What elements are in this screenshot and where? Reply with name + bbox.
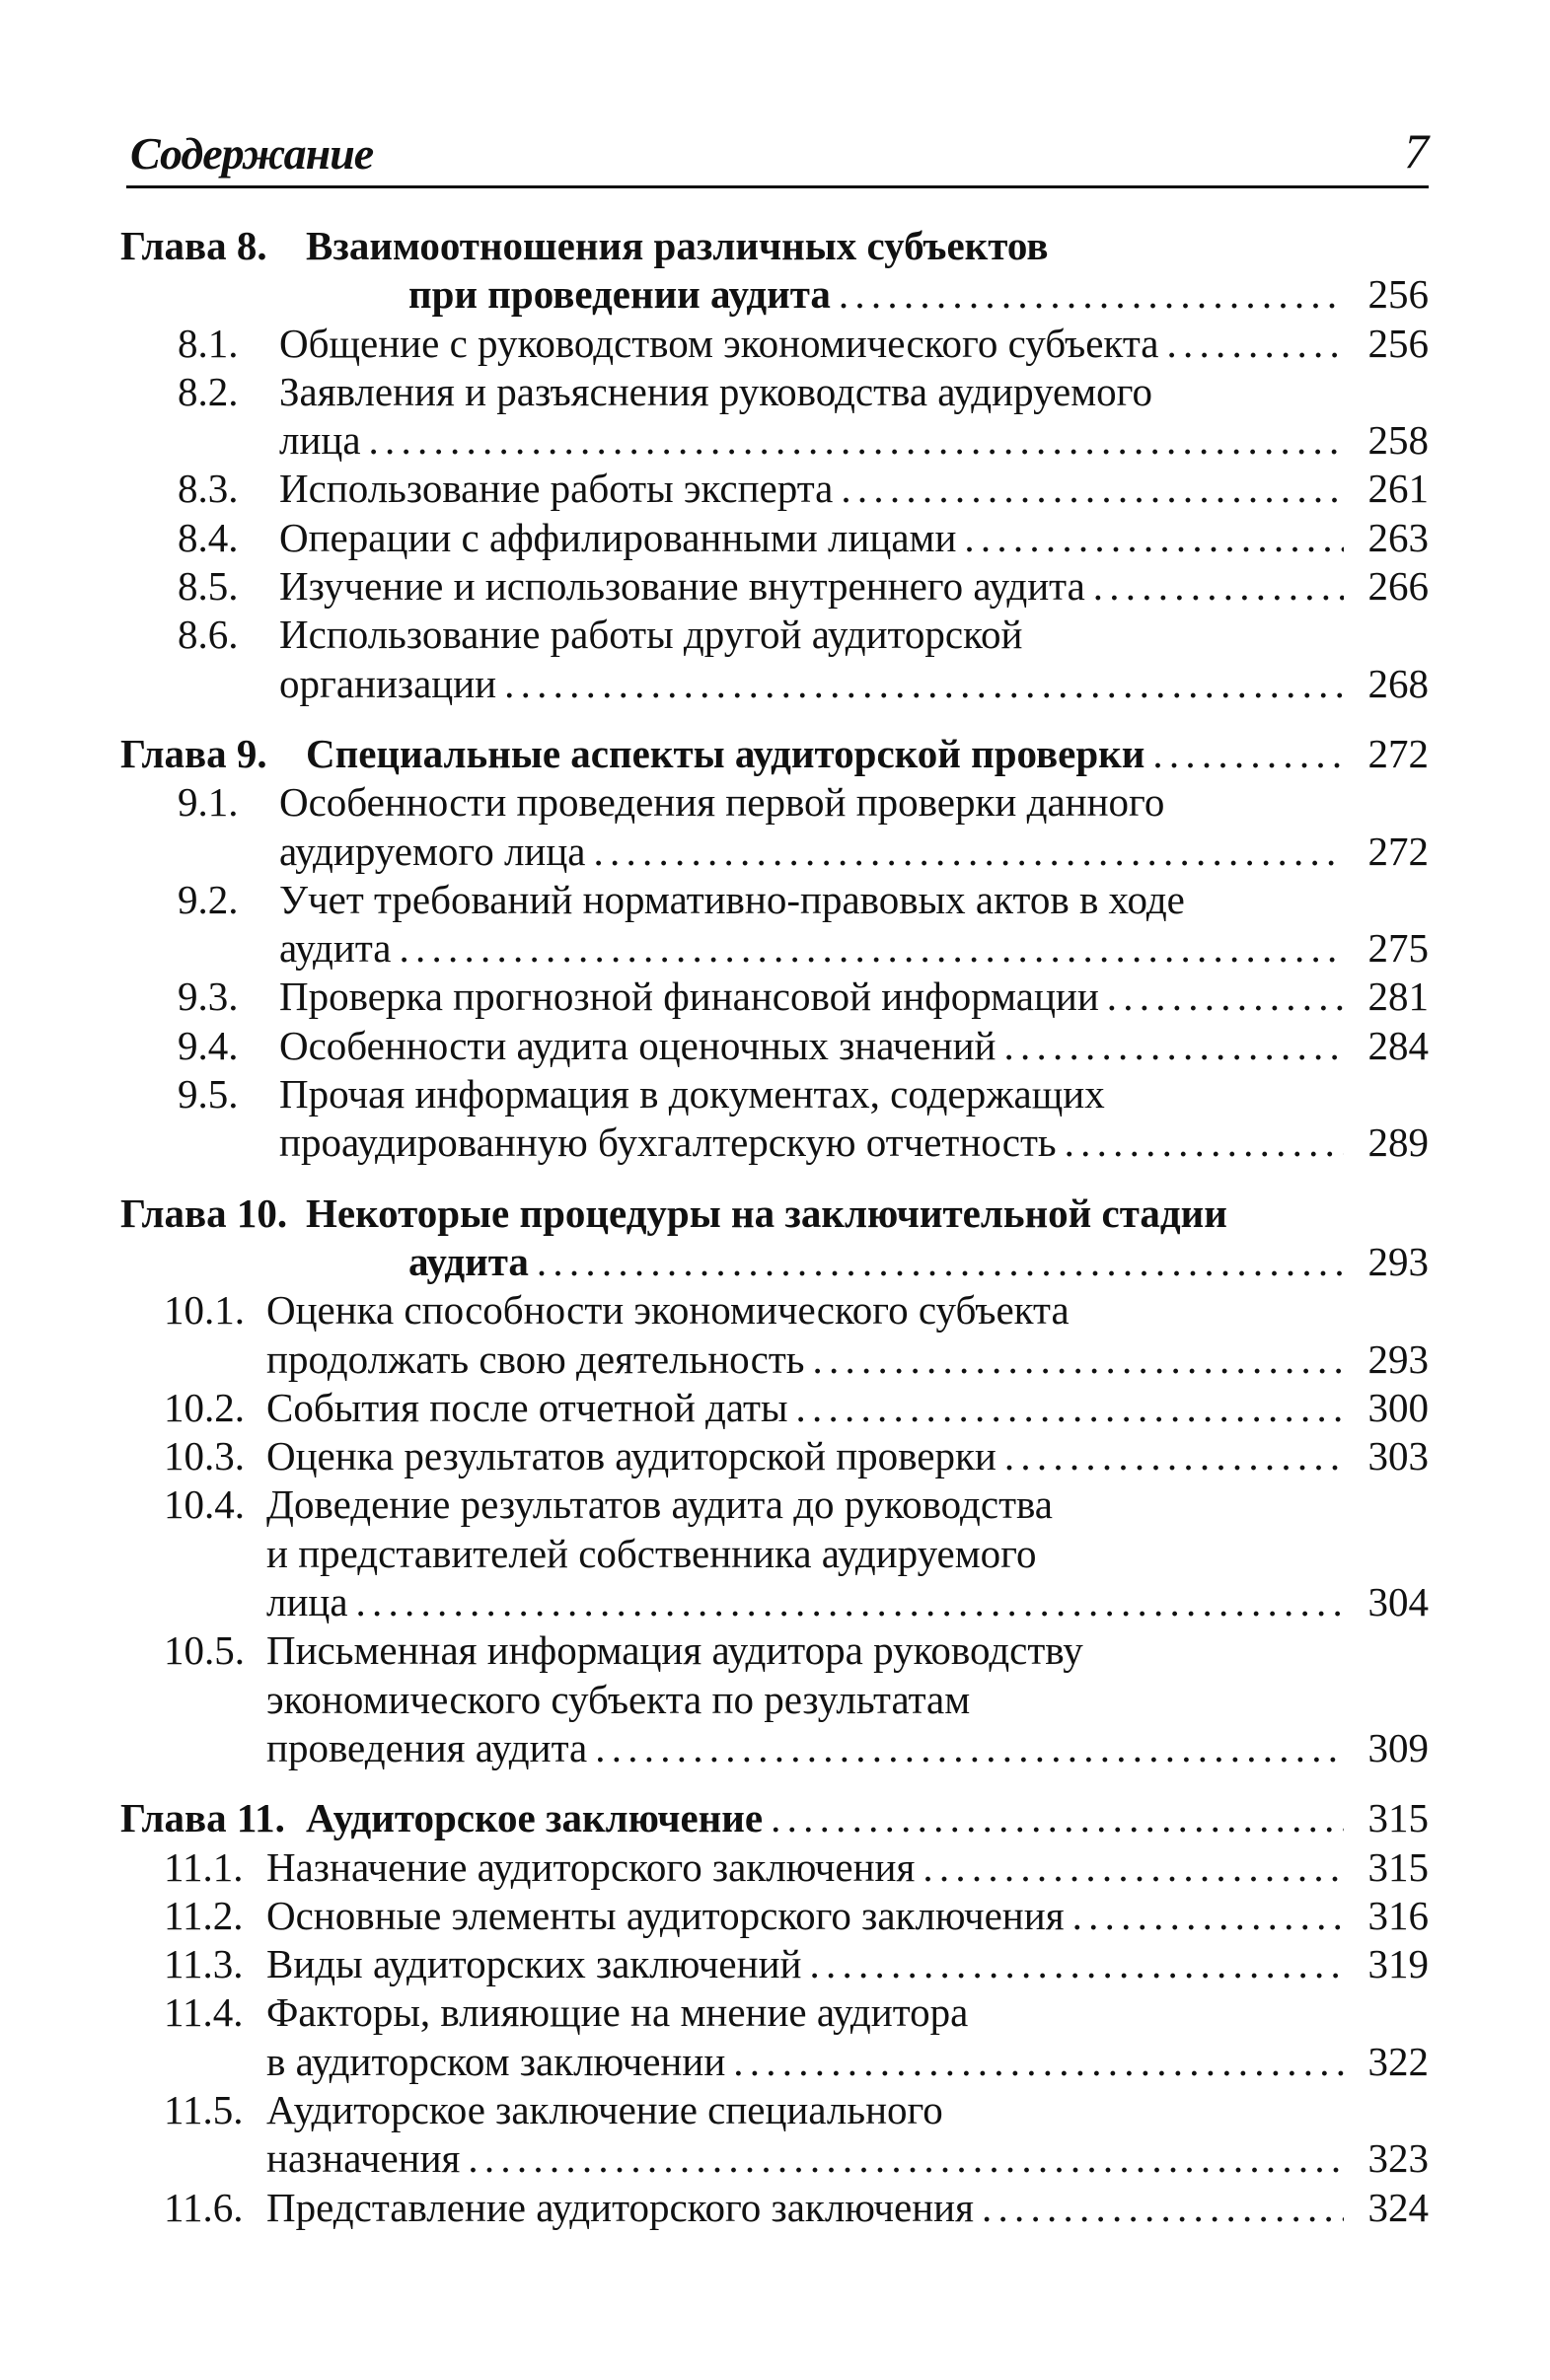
dot-leader (1003, 1022, 1344, 1070)
section-page: 258 (1367, 417, 1429, 464)
dot-leader (356, 1578, 1344, 1626)
section-text: Особенности аудита оценочных значений (279, 1022, 996, 1068)
section-line (266, 1843, 1429, 1892)
section-row (116, 1626, 1429, 1675)
section-number: 8.5. (178, 563, 239, 610)
section-number: 11.4. (164, 1989, 244, 2036)
section-line (266, 1432, 1429, 1480)
chapter-title-line (306, 730, 1429, 778)
section-text: Использование работы эксперта (279, 466, 834, 512)
section-text: Проверка прогнозной финансовой информации (279, 974, 1099, 1020)
section-page: 266 (1367, 563, 1429, 610)
section-line (279, 562, 1429, 611)
dot-leader (1107, 973, 1344, 1021)
section-title-text: Заявления и разъяснения руководства аудируемого (279, 368, 1152, 414)
section-row (116, 1384, 1429, 1432)
dot-leader (982, 2184, 1344, 2232)
chapter-title-page: 256 (1367, 271, 1429, 318)
section-text: лица (279, 417, 361, 464)
section-number: 8.4. (178, 514, 239, 560)
section-number: 11.2. (164, 1892, 244, 1938)
section-line (266, 1384, 1429, 1432)
section-row (116, 1118, 1429, 1167)
chapter-title-page: 315 (1367, 1795, 1429, 1841)
chapter-title-line (408, 270, 1429, 319)
section-line (279, 660, 1429, 708)
section-text: Операции с аффилированными лицами (279, 514, 957, 560)
chapter-title-text: Специальные аспекты аудиторской проверки (306, 730, 1145, 776)
dot-leader (1072, 1892, 1344, 1940)
chapter-title-page: 293 (1367, 1238, 1429, 1284)
section-row (116, 416, 1429, 465)
section-row (116, 514, 1429, 562)
section-row (116, 611, 1429, 659)
chapter-heading-row (116, 270, 1429, 319)
section-row (116, 1724, 1429, 1772)
section-title-text: Факторы, влияющие на мнение аудитора (266, 1989, 969, 2036)
chapter-label: Глава 10. (120, 1190, 288, 1236)
dot-leader (771, 1794, 1344, 1842)
section-page: 316 (1367, 1892, 1429, 1938)
section-title-text: Учет требований нормативно-правовых актов в ходе (279, 876, 1185, 922)
section-page: 319 (1367, 1941, 1429, 1987)
section-line (266, 2134, 1429, 2183)
dot-leader (813, 1335, 1345, 1384)
section-row (116, 1022, 1429, 1070)
chapter-label: Глава 8. (120, 223, 267, 268)
section-row (116, 924, 1429, 973)
section-line (279, 320, 1429, 368)
section-line (279, 973, 1429, 1021)
dot-leader (399, 924, 1344, 973)
section-text: Назначение аудиторского заключения (266, 1843, 916, 1890)
section-page: 272 (1367, 828, 1429, 874)
section-row (116, 2086, 1429, 2134)
section-row (116, 2134, 1429, 2183)
running-header (126, 116, 1429, 188)
section-row (116, 562, 1429, 611)
section-line (279, 1022, 1429, 1070)
section-page: 289 (1367, 1119, 1429, 1166)
dot-leader (841, 465, 1344, 513)
section-row (116, 1480, 1429, 1529)
section-row (116, 660, 1429, 708)
chapter-heading-row (116, 1794, 1429, 1842)
section-line (279, 416, 1429, 465)
section-row (116, 1940, 1429, 1988)
section-line (279, 828, 1429, 876)
dot-leader (1093, 562, 1344, 611)
section-number: 11.5. (164, 2086, 244, 2132)
section-title-text: и представителей собственника аудируемого (266, 1530, 1037, 1576)
section-text: аудита (279, 925, 392, 972)
chapter-title-page: 272 (1367, 730, 1429, 776)
section-text: События после отчетной даты (266, 1384, 788, 1430)
section-row (116, 320, 1429, 368)
section-page: 300 (1367, 1384, 1429, 1430)
section-number: 11.1. (164, 1843, 244, 1890)
section-page: 303 (1367, 1433, 1429, 1479)
dot-leader (537, 1238, 1344, 1286)
chapter-title-text: Аудиторское заключение (306, 1795, 764, 1841)
section-text: проаудированную бухгалтерскую отчетность (279, 1119, 1057, 1166)
section-title-text: экономического субъекта по результатам (266, 1676, 971, 1722)
section-row (116, 1070, 1429, 1118)
dot-leader (593, 828, 1344, 876)
section-number: 9.2. (178, 876, 239, 922)
section-line (266, 2038, 1429, 2086)
section-line (266, 1335, 1429, 1384)
section-page: 323 (1367, 2135, 1429, 2182)
section-number: 8.2. (178, 368, 239, 414)
dot-leader (1152, 730, 1344, 778)
section-page: 284 (1367, 1022, 1429, 1068)
dot-leader (923, 1843, 1344, 1892)
dot-leader (839, 270, 1344, 319)
section-row (116, 778, 1429, 827)
section-line (266, 1892, 1429, 1940)
section-row (116, 465, 1429, 513)
section-text: продолжать свою деятельность (266, 1335, 805, 1382)
running-header-title: Содержание (130, 128, 374, 179)
section-row (116, 1988, 1429, 2037)
section-row (116, 2184, 1429, 2232)
section-row (116, 876, 1429, 924)
section-number: 9.5. (178, 1071, 239, 1118)
section-page: 281 (1367, 974, 1429, 1020)
section-page: 256 (1367, 320, 1429, 366)
section-number: 10.2. (164, 1384, 245, 1430)
section-row (116, 1286, 1429, 1334)
chapter-label: Глава 9. (120, 730, 267, 776)
section-page: 268 (1367, 660, 1429, 706)
table-of-contents (116, 222, 1429, 2232)
dot-leader (468, 2134, 1344, 2183)
section-row (116, 1530, 1429, 1578)
section-row (116, 368, 1429, 416)
section-page: 304 (1367, 1579, 1429, 1625)
dot-leader (809, 1940, 1344, 1988)
section-number: 9.1. (178, 779, 239, 826)
section-row (116, 2038, 1429, 2086)
chapter-title-text: Некоторые процедуры на заключительной стадии (306, 1190, 1227, 1236)
section-number: 10.1. (164, 1287, 245, 1334)
section-line (266, 1940, 1429, 1988)
section-line (266, 1724, 1429, 1772)
dot-leader (595, 1724, 1344, 1772)
section-number: 8.1. (178, 320, 239, 366)
section-row (116, 973, 1429, 1021)
section-row (116, 1843, 1429, 1892)
page-number: 7 (1404, 123, 1429, 179)
dot-leader (733, 2038, 1344, 2086)
section-text: аудируемого лица (279, 828, 586, 874)
section-number: 9.3. (178, 974, 239, 1020)
section-title-text: Оценка способности экономического субъекта (266, 1287, 1070, 1334)
section-text: Общение с руководством экономического субъекта (279, 320, 1159, 366)
section-text: Представление аудиторского заключения (266, 2184, 974, 2230)
section-row (116, 1335, 1429, 1384)
section-number: 10.5. (164, 1627, 245, 1674)
section-title-text: Прочая информация в документах, содержащих (279, 1071, 1105, 1118)
section-title-text: Доведение результатов аудита до руководства (266, 1481, 1053, 1528)
section-text: назначения (266, 2135, 461, 2182)
section-page: 293 (1367, 1335, 1429, 1382)
chapter-title-line (408, 1238, 1429, 1286)
section-number: 11.3. (164, 1941, 244, 1987)
section-line (279, 514, 1429, 562)
section-text: Оценка результатов аудиторской проверки (266, 1433, 996, 1479)
section-title-text: Письменная информация аудитора руководству (266, 1627, 1083, 1674)
section-line (279, 924, 1429, 973)
section-title-text: Особенности проведения первой проверки данного (279, 779, 1165, 826)
section-text: организации (279, 660, 497, 706)
section-page: 275 (1367, 925, 1429, 972)
dot-leader (1166, 320, 1344, 368)
chapter-title-text: аудита (408, 1238, 529, 1284)
chapter-heading-row (116, 222, 1429, 270)
dot-leader (504, 660, 1344, 708)
section-title-text: Использование работы другой аудиторской (279, 612, 1023, 658)
dot-leader (964, 514, 1344, 562)
section-text: Основные элементы аудиторского заключения (266, 1892, 1065, 1938)
section-line (279, 465, 1429, 513)
section-line (279, 1118, 1429, 1167)
dot-leader (369, 416, 1344, 465)
section-number: 8.3. (178, 466, 239, 512)
dot-leader (1065, 1118, 1344, 1167)
section-text: в аудиторском заключении (266, 2038, 726, 2084)
section-page: 309 (1367, 1724, 1429, 1770)
section-row (116, 828, 1429, 876)
section-line (266, 1578, 1429, 1626)
section-text: Изучение и использование внутреннего аудита (279, 563, 1085, 610)
section-number: 9.4. (178, 1022, 239, 1068)
section-text: проведения аудита (266, 1724, 588, 1770)
dot-leader (1004, 1432, 1344, 1480)
section-text: лица (266, 1579, 348, 1625)
chapter-heading-row (116, 1238, 1429, 1286)
section-title-text: Аудиторское заключение специального (266, 2086, 943, 2132)
section-number: 10.3. (164, 1433, 245, 1479)
section-text: Виды аудиторских заключений (266, 1941, 802, 1987)
section-page: 322 (1367, 2038, 1429, 2084)
chapter-label: Глава 11. (120, 1795, 285, 1841)
section-number: 8.6. (178, 612, 239, 658)
chapter-title-text: при проведении аудита (408, 271, 831, 318)
section-page: 324 (1367, 2184, 1429, 2230)
dot-leader (796, 1384, 1345, 1432)
section-number: 11.6. (164, 2184, 244, 2230)
section-page: 261 (1367, 466, 1429, 512)
chapter-title-text: Взаимоотношения различных субъектов (306, 223, 1049, 268)
section-row (116, 1432, 1429, 1480)
section-page: 315 (1367, 1843, 1429, 1890)
section-row (116, 1578, 1429, 1626)
section-line (266, 2184, 1429, 2232)
section-number: 10.4. (164, 1481, 245, 1528)
section-row (116, 1676, 1429, 1724)
chapter-title-line (306, 1794, 1429, 1842)
chapter-heading-row (116, 730, 1429, 778)
section-row (116, 1892, 1429, 1940)
section-page: 263 (1367, 514, 1429, 560)
chapter-heading-row (116, 1190, 1429, 1238)
